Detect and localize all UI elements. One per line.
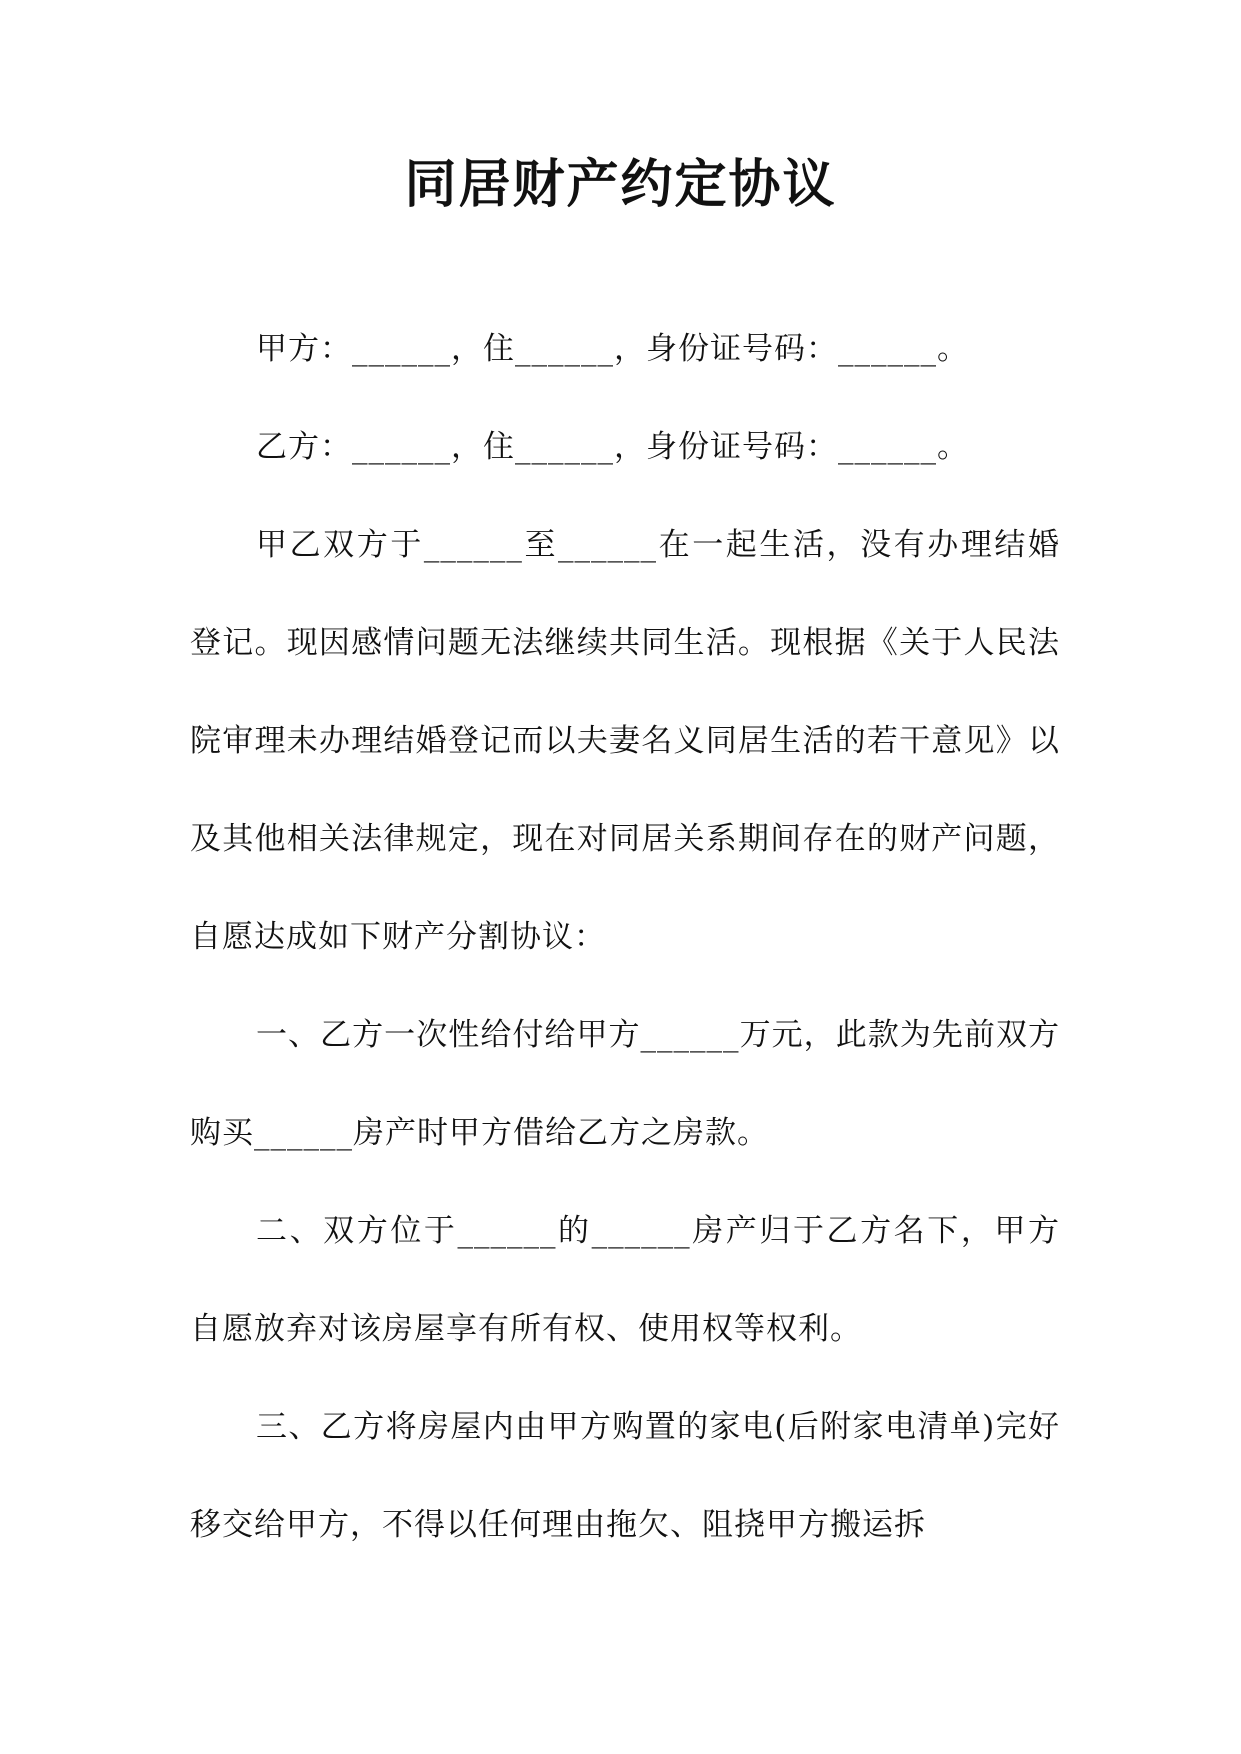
party-a-line: 甲方：______，住______，身份证号码：______。 <box>256 331 969 367</box>
document-title: 同居财产约定协议 <box>404 154 837 215</box>
clause-1: 一、乙方一次性给付给甲方______万元，此款为先前双方购买______房产时甲方借给乙方之房款。 <box>190 1017 1060 1151</box>
preamble-paragraph: 甲乙双方于______至______在一起生活，没有办理结婚登记。现因感情问题无法继续共同生活。现根据《关于人民法院审理未办理结婚登记而以夫妻名义同居生活的若干意见》以及其他相关法律规定，现在对同居关系期间存在的财产问题，自愿达成如下财产分割协议： <box>190 527 1060 955</box>
party-b-line: 乙方：______，住______，身份证号码：______。 <box>256 429 969 465</box>
document-body <box>190 300 1060 1574</box>
clause-2: 二、双方位于______的______房产归于乙方名下，甲方自愿放弃对该房屋享有所有权、使用权等权利。 <box>190 1213 1060 1347</box>
clause-3: 三、乙方将房屋内由甲方购置的家电(后附家电清单)完好移交给甲方，不得以任何理由拖欠、阻挠甲方搬运拆 <box>190 1409 1060 1543</box>
